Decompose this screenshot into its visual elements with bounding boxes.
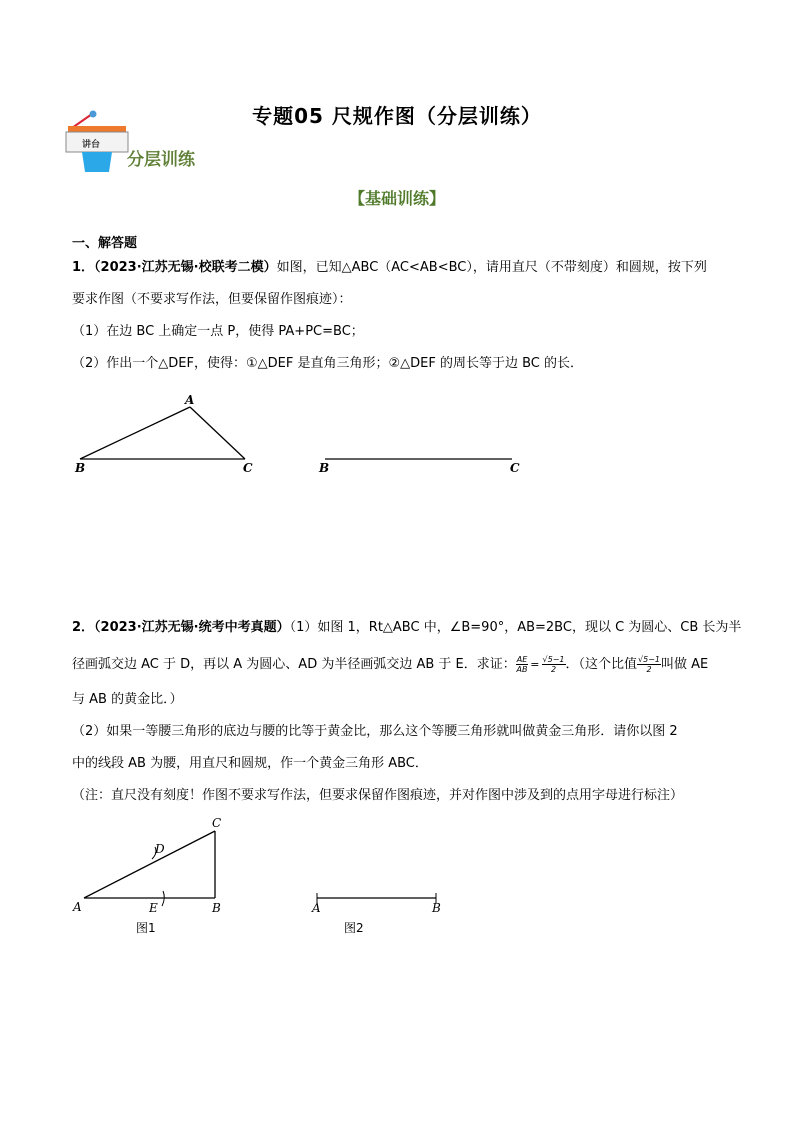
q2-note: （注：直尺没有刻度！作图不要求写作法，但要求保留作图痕迹，并对作图中涉及到的点用字母进行标注） xyxy=(72,788,684,803)
q2-label-b: B xyxy=(212,901,221,915)
q2-part2a: （2）如果一等腰三角形的底边与腰的比等于黄金比，那么这个等腰三角形就叫做黄金三角形．请你以图 2 xyxy=(72,724,678,739)
fraction-golden xyxy=(542,655,566,674)
q2-figures xyxy=(72,815,452,937)
q2-label-a: A xyxy=(73,900,82,914)
q1-part1: （1）在边 BC 上确定一点 P，使得 PA+PC=BC； xyxy=(72,324,364,339)
q2-figure1 xyxy=(84,831,215,906)
q1-seg-label-b: B xyxy=(319,461,330,475)
q2-label-c: C xyxy=(212,816,222,830)
q1-label-a: A xyxy=(185,393,195,407)
section-title: 【基础训练】 xyxy=(348,189,445,208)
fraction-ae-ab xyxy=(516,655,529,674)
equals-sign: = xyxy=(530,658,540,671)
q2-number: 2． xyxy=(72,620,95,635)
q1-part2: （2）作出一个△DEF，使得：①△DEF 是直角三角形；②△DEF 的周长等于边 BC 的长． xyxy=(72,356,583,371)
q2-text2a: 径画弧交边 AC 于 D，再以 A 为圆心、AD 为半径画弧交边 AB 于 E．求证： xyxy=(72,657,516,672)
q2-line2 xyxy=(72,655,732,674)
frac-two: 2 xyxy=(550,665,557,674)
q2-figure2 xyxy=(317,893,436,903)
frac-two-2: 2 xyxy=(646,665,652,674)
podium-label: 讲台 xyxy=(82,140,101,150)
q2-text2b: ．（这个比值 xyxy=(565,657,638,672)
frac-sqrt-num: √5−1 xyxy=(542,655,565,664)
page-title: 专题05 尺规作图（分层训练） xyxy=(252,104,542,128)
q2-source: （2023·江苏无锡·统考中考真题） xyxy=(94,620,290,635)
fraction-golden-2 xyxy=(637,655,661,674)
fig1-caption: 图1 xyxy=(136,921,156,935)
part-heading: 一、解答题 xyxy=(72,236,138,251)
frac-sqrt-num-2: √5−1 xyxy=(638,655,660,664)
q2-text1: （1）如图 1，Rt△ABC 中，∠B=90°，AB=2BC，现以 C 为圆心、CB 长为半 xyxy=(289,620,742,635)
q1-triangle-figure xyxy=(80,407,245,459)
q1-text1: 如图，已知△ABC（AC<AB<BC），请用直尺（不带刻度）和圆规，按下列 xyxy=(276,260,707,275)
q2-fig2-label-b: B xyxy=(432,901,441,915)
q1-line2: 要求作图（不要求写作法，但要保留作图痕迹）： xyxy=(72,292,352,307)
q2-line1 xyxy=(72,619,742,637)
q1-line1 xyxy=(72,259,732,277)
frac-ab: AB xyxy=(516,665,528,674)
q1-seg-label-c: C xyxy=(510,461,520,475)
badge-label: 分层训练 xyxy=(127,150,195,170)
q1-source: （2023·江苏无锡·校联考二模） xyxy=(94,260,277,275)
q2-part2b: 中的线段 AB 为腰，用直尺和圆规，作一个黄金三角形 ABC． xyxy=(72,756,428,771)
q2-line3: 与 AB 的黄金比．） xyxy=(72,692,183,707)
q2-label-e: E xyxy=(149,901,158,915)
frac-ae: AE xyxy=(516,655,528,664)
q2-fig2-label-a: A xyxy=(312,901,321,915)
fig2-caption: 图2 xyxy=(344,921,364,935)
q1-number: 1． xyxy=(72,260,95,275)
q2-label-d: D xyxy=(155,842,165,856)
q1-figures xyxy=(70,390,540,485)
q1-label-c: C xyxy=(243,461,253,475)
q1-label-b: B xyxy=(75,461,86,475)
q2-text2c: 叫做 AE xyxy=(661,657,709,672)
